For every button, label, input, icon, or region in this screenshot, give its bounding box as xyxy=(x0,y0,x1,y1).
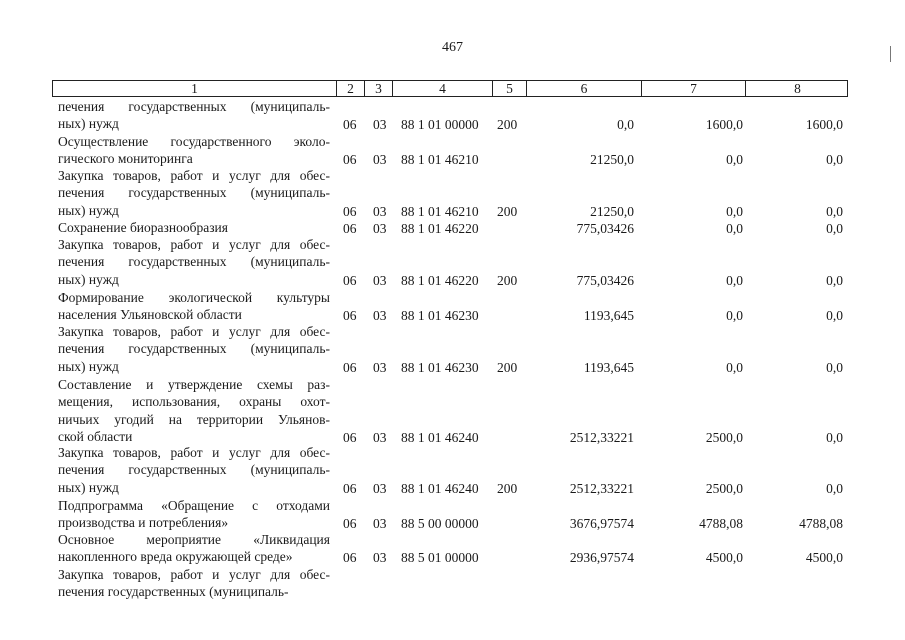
header-col-7: 7 xyxy=(642,81,746,96)
cell-c2: 06 xyxy=(343,203,357,219)
row-description xyxy=(58,98,330,133)
cell-c8: 0,0 xyxy=(826,272,843,288)
description-line: Закупка товаров, работ и услуг для обес- xyxy=(58,237,330,252)
description-line: ных) нужд xyxy=(58,116,119,132)
cell-c4: 88 1 01 46230 xyxy=(401,308,479,324)
description-line: печения государственных (муниципаль- xyxy=(58,462,330,478)
cell-c4: 88 1 01 46240 xyxy=(401,429,479,445)
cell-c2: 06 xyxy=(343,221,357,236)
cell-c2: 06 xyxy=(343,117,357,133)
row-description xyxy=(58,167,330,219)
cell-c3: 03 xyxy=(373,480,387,496)
cell-c5: 200 xyxy=(497,117,518,133)
description-line: населения Ульяновской области xyxy=(58,307,242,323)
description-line: ных) нужд xyxy=(58,479,119,495)
row-description xyxy=(58,236,330,288)
cell-c7: 0,0 xyxy=(726,272,743,288)
cell-c6: 3676,97574 xyxy=(569,516,634,532)
cell-c7: 0,0 xyxy=(726,308,743,324)
description-line: ской области xyxy=(58,428,133,444)
cell-c8: 0,0 xyxy=(826,221,843,236)
cell-c3: 03 xyxy=(373,221,387,236)
cell-c4: 88 1 01 46230 xyxy=(401,359,479,375)
description-line: Сохранение биоразнообразия xyxy=(58,220,228,235)
cell-c5: 200 xyxy=(497,272,518,288)
cell-c7: 0,0 xyxy=(726,152,743,168)
cell-c6: 775,03426 xyxy=(576,221,634,236)
description-line: гического мониторинга xyxy=(58,151,193,167)
cell-c6: 1193,645 xyxy=(583,359,634,375)
row-description xyxy=(58,444,330,496)
cell-c7: 4500,0 xyxy=(705,550,743,566)
cell-c2: 06 xyxy=(343,429,357,445)
cell-c4: 88 1 01 00000 xyxy=(401,117,479,133)
cell-c5: 200 xyxy=(497,203,518,219)
description-line: печения государственных (муниципаль- xyxy=(58,99,330,114)
cell-c2: 06 xyxy=(343,359,357,375)
description-line: Формирование экологической культуры xyxy=(58,290,330,305)
cell-c3: 03 xyxy=(373,359,387,375)
description-line: Закупка товаров, работ и услуг для обес- xyxy=(58,168,330,183)
cell-c8: 0,0 xyxy=(826,203,843,219)
description-line: производства и потребления» xyxy=(58,515,229,531)
cell-c2: 06 xyxy=(343,152,357,168)
header-col-2: 2 xyxy=(337,81,365,96)
row-description xyxy=(58,219,330,236)
cell-c4: 88 1 01 46220 xyxy=(401,272,479,288)
row-description xyxy=(58,376,330,445)
description-line: печения государственных (муниципаль- xyxy=(58,185,330,201)
cell-c4: 88 1 01 46220 xyxy=(401,221,479,236)
cell-c3: 03 xyxy=(373,152,387,168)
cell-c2: 06 xyxy=(343,516,357,532)
cell-c4: 88 1 01 46210 xyxy=(401,152,479,168)
cell-c8: 0,0 xyxy=(826,429,843,445)
header-col-4: 4 xyxy=(393,81,493,96)
cell-c8: 1600,0 xyxy=(805,117,843,133)
cell-c2: 06 xyxy=(343,272,357,288)
table-header xyxy=(52,80,848,97)
cell-c3: 03 xyxy=(373,203,387,219)
cell-c6: 21250,0 xyxy=(590,203,634,219)
cell-c3: 03 xyxy=(373,550,387,566)
description-line: печения государственных (муниципаль- xyxy=(58,341,330,357)
cell-c4: 88 5 01 00000 xyxy=(401,550,479,566)
cell-c8: 0,0 xyxy=(826,308,843,324)
cell-c8: 0,0 xyxy=(826,480,843,496)
cell-c6: 2512,33221 xyxy=(569,429,634,445)
cell-c6: 21250,0 xyxy=(590,152,634,168)
cell-c8: 4500,0 xyxy=(805,550,843,566)
row-description xyxy=(58,566,330,601)
scan-edge-mark xyxy=(890,46,891,62)
header-col-3: 3 xyxy=(365,81,393,96)
description-line: Закупка товаров, работ и услуг для обес- xyxy=(58,445,330,460)
description-line: ных) нужд xyxy=(58,358,119,374)
cell-c8: 0,0 xyxy=(826,359,843,375)
cell-c6: 2512,33221 xyxy=(569,480,634,496)
cell-c6: 1193,645 xyxy=(583,308,634,324)
cell-c4: 88 5 00 00000 xyxy=(401,516,479,532)
cell-c7: 4788,08 xyxy=(699,516,743,532)
cell-c2: 06 xyxy=(343,308,357,324)
cell-c3: 03 xyxy=(373,272,387,288)
cell-c4: 88 1 01 46240 xyxy=(401,480,479,496)
cell-c7: 2500,0 xyxy=(705,429,743,445)
cell-c7: 2500,0 xyxy=(705,480,743,496)
description-line: Осуществление государственного эколо- xyxy=(58,134,330,149)
cell-c8: 4788,08 xyxy=(799,516,843,532)
description-line: Составление и утверждение схемы раз- xyxy=(58,377,330,392)
description-line: печения государственных (муниципаль- xyxy=(58,584,289,600)
row-description xyxy=(58,531,330,566)
cell-c3: 03 xyxy=(373,117,387,133)
header-col-6: 6 xyxy=(527,81,642,96)
page-number: 467 xyxy=(442,40,463,55)
cell-c3: 03 xyxy=(373,429,387,445)
description-line: накопленного вреда окружающей среде» xyxy=(58,549,293,565)
row-description xyxy=(58,497,330,532)
header-col-1: 1 xyxy=(53,81,337,96)
cell-c3: 03 xyxy=(373,516,387,532)
cell-c6: 2936,97574 xyxy=(569,550,634,566)
cell-c7: 1600,0 xyxy=(705,117,743,133)
description-line: Закупка товаров, работ и услуг для обес- xyxy=(58,567,330,582)
header-col-8: 8 xyxy=(794,81,801,96)
description-line: ничьих угодий на территории Ульянов- xyxy=(58,411,330,427)
description-line: мещения, использования, охраны охот- xyxy=(58,394,330,410)
cell-c7: 0,0 xyxy=(726,359,743,375)
cell-c4: 88 1 01 46210 xyxy=(401,203,479,219)
cell-c3: 03 xyxy=(373,308,387,324)
cell-c2: 06 xyxy=(343,550,357,566)
cell-c2: 06 xyxy=(343,480,357,496)
cell-c6: 775,03426 xyxy=(576,272,634,288)
description-line: Закупка товаров, работ и услуг для обес- xyxy=(58,324,330,339)
header-col-5: 5 xyxy=(493,81,527,96)
cell-c5: 200 xyxy=(497,480,518,496)
description-line: Основное мероприятие «Ликвидация xyxy=(58,532,330,547)
row-description xyxy=(58,133,330,168)
description-line: печения государственных (муниципаль- xyxy=(58,254,330,270)
row-description xyxy=(58,289,330,324)
description-line: ных) нужд xyxy=(58,271,119,287)
description-line: Подпрограмма «Обращение с отходами xyxy=(58,498,330,513)
cell-c7: 0,0 xyxy=(726,221,743,236)
cell-c7: 0,0 xyxy=(726,203,743,219)
cell-c8: 0,0 xyxy=(826,152,843,168)
description-line: ных) нужд xyxy=(58,202,119,218)
row-description xyxy=(58,323,330,375)
cell-c6: 0,0 xyxy=(617,117,634,133)
cell-c5: 200 xyxy=(497,359,518,375)
